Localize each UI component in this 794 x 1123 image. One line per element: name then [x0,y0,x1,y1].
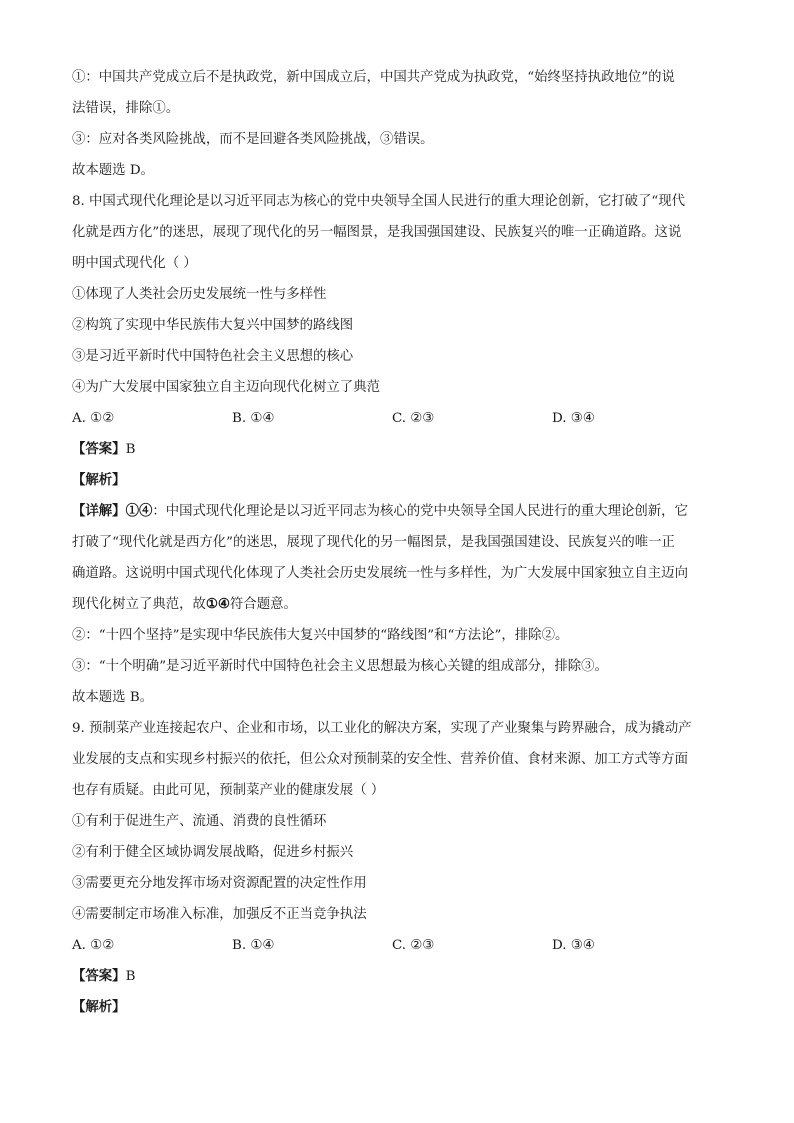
q8-detail-choice: ①④ [125,503,153,519]
q9-answer-tag: 【答案】 [72,968,126,984]
prev-conclusion: 故本题选 D。 [72,163,154,178]
q8-detail-line-3: 确道路。这说明中国式现代化体现了人类社会历史发展统一性与多样性，为广大发展中国家独立自主迈向 [72,566,688,581]
q8-detail-line-2: 打破了“现代化就是西方化”的迷思，展现了现代化的另一幅图景，是我国强国建设、民族复兴的唯一正 [72,535,675,550]
q8-answer [72,434,724,465]
q8-exclusion-2: ②：“十四个坚持”是实现中华民族伟大复兴中国梦的“路线图”和“方法论”，排除②。 [72,628,569,643]
q9-analysis-heading [72,992,724,1023]
q8-item-3: ③是习近平新时代中国特色社会主义思想的核心 [72,349,354,364]
q8-stem-line-2: 化就是西方化”的迷思，展现了现代化的另一幅图景，是我国强国建设、民族复兴的唯一正确道路。这说 [72,225,682,240]
q9-option-b: B. ①④ [232,938,275,953]
prev-analysis-line-3: ③：应对各类风险挑战，而不是回避各类风险挑战，③错误。 [72,132,434,147]
q9-analysis-tag: 【解析】 [72,999,126,1015]
q8-detail-line-4 [72,589,724,620]
q8-detail-line-1 [72,496,724,527]
q9-options [72,930,724,961]
q8-analysis-tag: 【解析】 [72,472,126,488]
q8-option-a: A. ①② [72,411,115,426]
q9-answer-value: B [125,969,136,984]
q8-option-b: B. ①④ [232,411,275,426]
q8-item-1: ①体现了人类社会历史发展统一性与多样性 [72,287,327,302]
q9-item-1: ①有利于促进生产、流通、消费的良性循环 [72,814,327,829]
q9-answer [72,961,724,992]
q8-answer-value: B [125,442,136,457]
q8-detail-tag: 【详解】 [72,503,126,519]
q9-option-a: A. ①② [72,938,115,953]
q8-detail-end: 符合题意。 [229,597,297,612]
q8-detail-text-1: ：中国式现代化理论是以习近平同志为核心的党中央领导全国人民进行的重大理论创新，它 [152,504,688,519]
q9-stem-line-1: 9. 预制菜产业连接起农户、企业和市场，以工业化的解决方案，实现了产业聚集与跨界融合，成为撬动产 [72,721,692,736]
q8-analysis-heading [72,465,724,496]
q8-stem-line-1: 8. 中国式现代化理论是以习近平同志为核心的党中央领导全国人民进行的重大理论创新，它打破了“现代 [72,194,686,209]
q9-option-c: C. ②③ [392,938,435,953]
q8-option-c: C. ②③ [392,411,435,426]
q8-detail-end-choice: ①④ [205,596,230,612]
q8-detail-text-4: 现代化树立了典范，故 [72,597,206,612]
q9-stem-line-2: 业发展的支点和实现乡村振兴的依托，但公众对预制菜的安全性、营养价值、食材来源、加工方式等方面 [72,752,688,767]
prev-analysis-line-1: ①：中国共产党成立后不是执政党，新中国成立后，中国共产党成为执政党，“始终坚持执政地位”的说 [72,70,675,85]
q9-item-2: ②有利于健全区域协调发展战略，促进乡村振兴 [72,845,354,860]
q8-answer-tag: 【答案】 [72,441,126,457]
q8-option-d: D. ③④ [552,411,595,426]
q9-option-d: D. ③④ [552,938,595,953]
prev-analysis-line-2: 法错误，排除①。 [72,101,180,116]
q8-conclusion: 故本题选 B。 [72,690,154,705]
q9-item-4: ④需要制定市场准入标准，加强反不正当竞争执法 [72,907,367,922]
document-page [72,62,724,1023]
question-9 [72,713,724,1023]
q8-options [72,403,724,434]
q8-exclusion-3: ③：“十个明确”是习近平新时代中国特色社会主义思想最为核心关键的组成部分，排除③。 [72,659,608,674]
q8-item-4: ④为广大发展中国家独立自主迈向现代化树立了典范 [72,380,380,395]
q9-stem-line-3: 也存有质疑。由此可见，预制菜产业的健康发展（ ） [72,783,385,798]
question-8 [72,186,724,713]
q8-stem-line-3: 明中国式现代化（ ） [72,256,197,271]
q8-item-2: ②构筑了实现中华民族伟大复兴中国梦的路线图 [72,318,354,333]
q9-item-3: ③需要更充分地发挥市场对资源配置的决定性作用 [72,876,367,891]
